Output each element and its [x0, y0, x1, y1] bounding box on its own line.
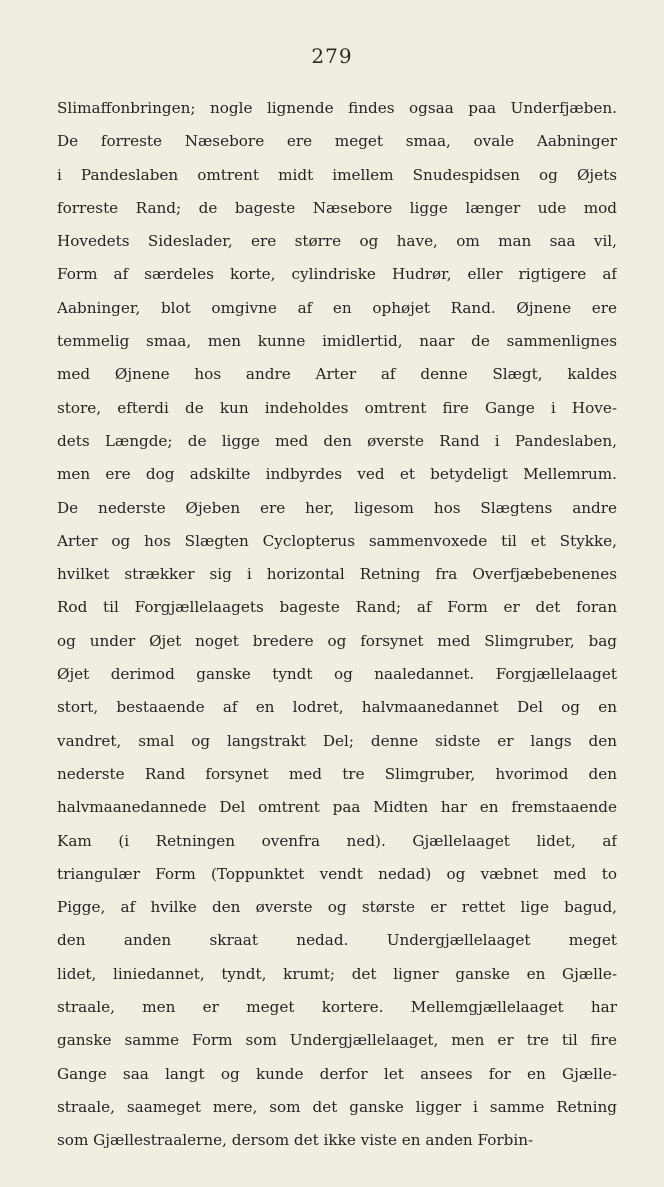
text-line: den anden skraat nedad. Undergjællelaaget meget — [57, 931, 617, 950]
text-line: straale, men er meget kortere. Mellemgjællelaaget har — [57, 998, 617, 1017]
text-line: Pigge, af hvilke den øverste og største er rettet lige bagud, — [57, 898, 617, 917]
page-number: 279 — [311, 44, 353, 68]
text-line: Hovedets Sideslader, ere større og have, om man saa vil, — [57, 232, 617, 251]
text-line: nederste Rand forsynet med tre Slimgruber, hvorimod den — [57, 764, 617, 783]
text-line: triangulær Form (Toppunktet vendt nedad) og væbnet med to — [57, 864, 617, 883]
text-line: dets Længde; de ligge med den øverste Rand i Pandeslaben, — [57, 431, 617, 450]
text-line: Form af særdeles korte, cylindriske Hudrør, eller rigtigere af — [57, 265, 617, 284]
text-line: Kam (i Retningen ovenfra ned). Gjællelaaget lidet, af — [57, 831, 617, 850]
text-line: De nederste Øjeben ere her, ligesom hos Slægtens andre — [57, 498, 617, 517]
text-line: store, efterdi de kun indeholdes omtrent fire Gange i Hove- — [57, 398, 617, 417]
text-line: hvilket strækker sig i horizontal Retning fra Overfjæbebenenes — [57, 565, 617, 584]
text-line: temmelig smaa, men kunne imidlertid, naar de sammenlignes — [57, 332, 617, 351]
text-line: Rod til Forgjællelaagets bageste Rand; af Form er det foran — [57, 598, 617, 617]
text-line: og under Øjet noget bredere og forsynet med Slimgruber, bag — [57, 631, 617, 650]
body-text — [57, 92, 617, 1158]
text-line: i Pandeslaben omtrent midt imellem Snudespidsen og Øjets — [57, 165, 617, 184]
text-line: Arter og hos Slægten Cyclopterus sammenvoxede til et Stykke, — [57, 531, 617, 550]
text-line: Slimaffonbringen; nogle lignende findes ogsaa paa Underfjæben. — [57, 99, 617, 117]
text-line: lidet, liniedannet, tyndt, krumt; det ligner ganske en Gjælle- — [57, 964, 617, 983]
text-line: som Gjællestraalerne, dersom det ikke viste en anden Forbin- — [57, 1131, 534, 1150]
text-line: Øjet derimod ganske tyndt og naaledannet. Forgjællelaaget — [57, 665, 617, 684]
text-line: stort, bestaaende af en lodret, halvmaanedannet Del og en — [57, 698, 617, 717]
text-line: forreste Rand; de bageste Næsebore ligge længer ude mod — [57, 198, 617, 217]
text-line: vandret, smal og langstrakt Del; denne sidste er langs den — [57, 731, 617, 750]
text-line: med Øjnene hos andre Arter af denne Slægt, kaldes — [57, 365, 617, 384]
text-line: halvmaanedannede Del omtrent paa Midten har en fremstaaende — [57, 798, 617, 817]
text-line: De forreste Næsebore ere meget smaa, ovale Aabninger — [57, 132, 617, 151]
text-line: Aabninger, blot omgivne af en ophøjet Rand. Øjnene ere — [57, 298, 617, 317]
text-line: Gange saa langt og kunde derfor let ansees for en Gjælle- — [57, 1064, 617, 1083]
text-line: straale, saameget mere, som det ganske ligger i samme Retning — [57, 1097, 617, 1116]
text-line: ganske samme Form som Undergjællelaaget, men er tre til fire — [57, 1031, 617, 1050]
text-line: men ere dog adskilte indbyrdes ved et betydeligt Mellemrum. — [57, 465, 617, 484]
